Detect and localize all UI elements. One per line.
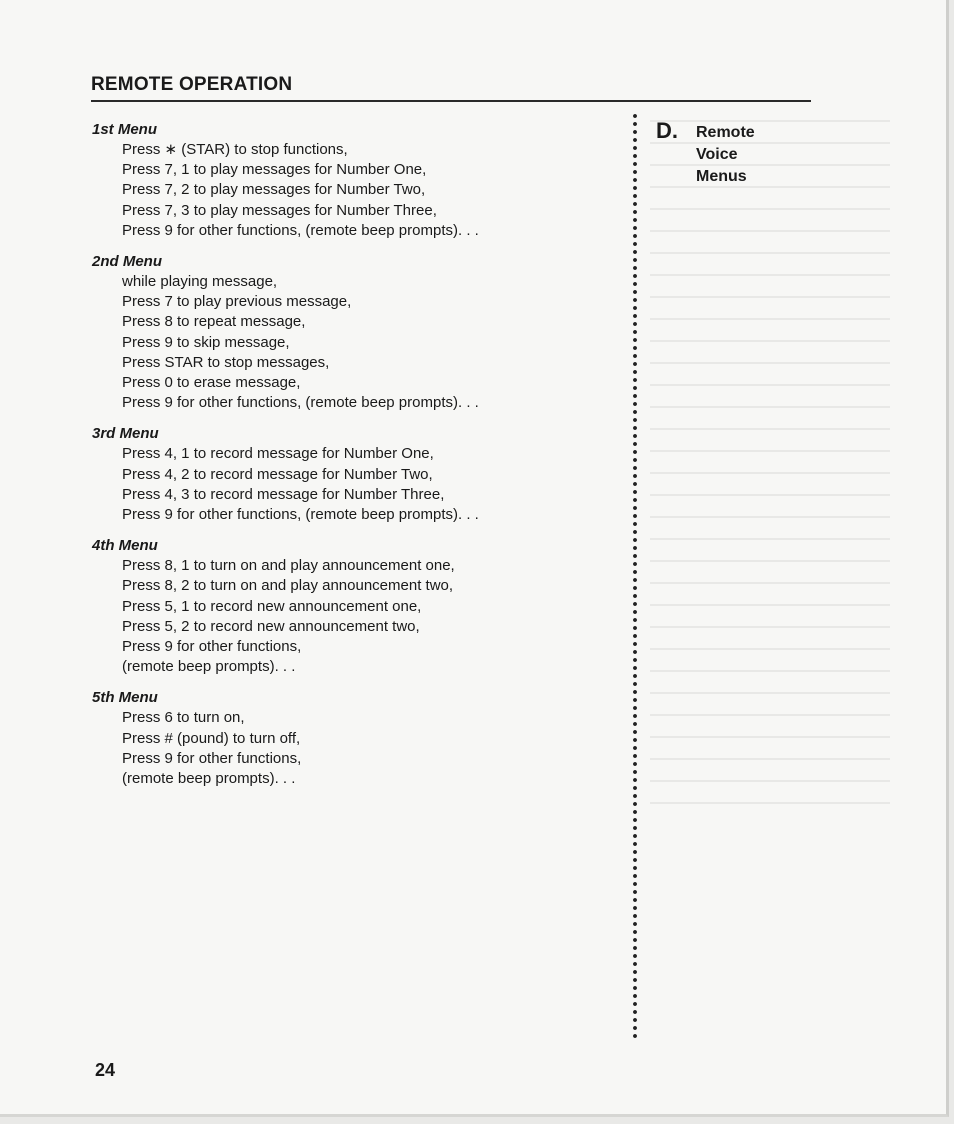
section-title: REMOTE OPERATION	[91, 74, 293, 95]
menu-line: Press 9 for other functions, (remote beep prompts). . .	[122, 394, 479, 412]
section-letter: D.	[656, 118, 678, 143]
menu-title: 2nd Menu	[92, 253, 162, 271]
menu-line: Press STAR to stop messages,	[122, 353, 330, 371]
side-heading-line: Remote	[696, 124, 755, 141]
menu-line: Press 9 for other functions, (remote beep prompts). . .	[122, 506, 479, 524]
section-header	[91, 72, 811, 102]
menu-title: 1st Menu	[92, 121, 158, 138]
menu-title: 3rd Menu	[92, 425, 159, 443]
menu-line: Press 7 to play previous message,	[122, 293, 352, 311]
menu-line: Press 9 to skip message,	[122, 333, 290, 351]
menu-line: Press # (pound) to turn off,	[122, 729, 301, 747]
menu-line: Press 7, 1 to play messages for Number One,	[122, 161, 427, 179]
menu-line: Press 7, 2 to play messages for Number Two,	[122, 181, 426, 199]
menu-line: Press 8, 1 to turn on and play announcement one,	[122, 557, 455, 575]
menu-5	[92, 688, 612, 789]
menu-line: Press 7, 3 to play messages for Number Three,	[122, 201, 437, 219]
menu-line: Press 8, 2 to turn on and play announcement two,	[122, 577, 454, 595]
menu-line: Press 0 to erase message,	[122, 374, 301, 392]
menu-line: Press 9 for other functions, (remote beep prompts). . .	[122, 221, 479, 239]
menu-line: Press 4, 2 to record message for Number Two,	[122, 465, 433, 483]
bleed-through-texture	[650, 120, 890, 820]
menu-line: Press 9 for other functions,	[122, 638, 302, 656]
menu-list	[92, 120, 612, 800]
menu-line: Press 4, 1 to record message for Number One,	[122, 445, 434, 463]
menu-line: Press 4, 3 to record message for Number Three,	[122, 485, 445, 503]
page-number: 24	[95, 1060, 116, 1080]
menu-line: Press 9 for other functions,	[122, 749, 302, 767]
menu-line: Press 6 to turn on,	[122, 709, 245, 727]
menu-line: Press 5, 2 to record new announcement two,	[122, 617, 420, 635]
menu-1	[92, 120, 612, 241]
menu-line: Press 8 to repeat message,	[122, 313, 306, 331]
menu-title: 5th Menu	[92, 689, 158, 707]
dotted-divider	[632, 112, 638, 1042]
menu-3	[92, 424, 612, 525]
menu-4	[92, 536, 612, 677]
side-heading-line: Voice	[696, 146, 738, 163]
menu-line: (remote beep prompts). . .	[122, 770, 296, 788]
menu-line: while playing message,	[122, 273, 278, 291]
menu-title: 4th Menu	[92, 537, 158, 555]
side-heading-text	[696, 122, 755, 188]
menu-2	[92, 252, 612, 413]
menu-line: (remote beep prompts). . .	[122, 658, 296, 676]
side-heading-line: Menus	[696, 168, 747, 185]
menu-line: Press ∗ (STAR) to stop functions,	[122, 141, 348, 158]
menu-line: Press 5, 1 to record new announcement one,	[122, 597, 422, 615]
